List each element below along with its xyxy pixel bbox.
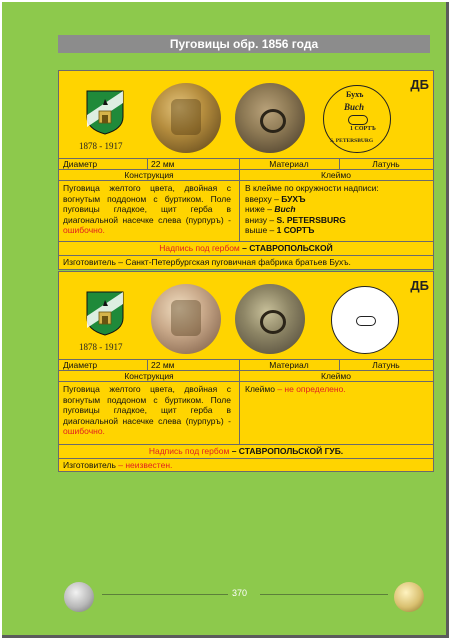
card-badge: ДБ	[410, 77, 429, 92]
divider	[239, 382, 240, 444]
stavropol-crest-icon	[85, 290, 125, 336]
stamp-drawing	[323, 85, 391, 153]
maker-text	[63, 256, 351, 269]
footer-right-medallion-icon	[394, 582, 424, 612]
maker-prefix: Изготовитель	[63, 460, 116, 470]
stamp-line-2-prefix: ниже –	[245, 204, 275, 214]
stamp-line-4-value: 1 СОРТЪ	[276, 225, 315, 235]
emblem-relief	[171, 300, 201, 336]
material-value: Латунь	[372, 360, 400, 370]
button-back-image	[235, 83, 305, 153]
inscription-value: – СТАВРОПОЛЬСКОЙ ГУБ.	[229, 446, 344, 456]
stamp-top-text: Бухъ	[346, 90, 364, 99]
divider	[239, 181, 240, 241]
inscription-text	[59, 242, 433, 255]
material-label: Материал	[269, 360, 309, 370]
maker-value: – неизвестен.	[115, 460, 173, 470]
stamp-description	[245, 183, 429, 236]
description-row	[59, 381, 433, 444]
header-row	[59, 370, 433, 381]
stamp-grade-text: 1 СОРТЪ	[350, 126, 376, 132]
stamp-line-1	[245, 194, 429, 205]
stamp-prefix: Клеймо	[245, 384, 275, 394]
inscription-text	[59, 445, 433, 458]
stamp-header: Клеймо	[321, 371, 351, 381]
description-error: ошибочно.	[63, 426, 105, 436]
stamp-line-4-prefix: выше –	[245, 225, 277, 235]
description-text	[63, 384, 231, 437]
stamp-bottom-text: S. PETERSBURG	[330, 138, 374, 144]
divider	[147, 159, 148, 169]
stamp-line-4	[245, 225, 429, 236]
stamp-drawing	[331, 286, 399, 354]
emblem-relief	[171, 99, 201, 135]
maker-text	[63, 459, 172, 471]
stavropol-crest-icon	[85, 89, 125, 135]
page	[2, 2, 449, 638]
diameter-label: Диаметр	[63, 360, 98, 370]
description-error: ошибочно.	[63, 225, 105, 235]
stamp-description	[245, 384, 429, 395]
button-shank	[260, 109, 286, 133]
diameter-value: 22 мм	[151, 159, 175, 169]
material-label: Материал	[269, 159, 309, 169]
inscription-row	[59, 444, 433, 458]
maker-prefix: Изготовитель	[63, 257, 116, 267]
diameter-label: Диаметр	[63, 159, 98, 169]
maker-row	[59, 458, 433, 471]
maker-row	[59, 255, 433, 269]
description-text	[63, 183, 231, 236]
description-row	[59, 180, 433, 241]
button-card-1	[58, 70, 434, 270]
stamp-line-2-value: Buch	[274, 204, 296, 214]
stamp-header: Клеймо	[321, 170, 351, 180]
spec-row	[59, 158, 433, 169]
description-main: Пуговица желтого цвета, двойная с вогнутым поддоном с буртиком. Поле пуговицы гладкое, щит герба в диагональной насечке слева (пурпуръ) -	[63, 183, 231, 225]
footer-divider-right	[260, 594, 388, 595]
stamp-value: – не определено.	[274, 384, 346, 394]
header-row	[59, 169, 433, 180]
button-card-2	[58, 271, 434, 472]
stamp-line-3-prefix: внизу –	[245, 214, 277, 225]
page-number: 370	[232, 588, 248, 598]
construction-header: Конструкция	[124, 170, 174, 180]
stamp-line-1-value: БУХЪ	[281, 193, 306, 204]
card-badge: ДБ	[410, 278, 429, 293]
stamp-slot	[356, 316, 376, 326]
stamp-line-3-value: S. PETERSBURG	[276, 214, 346, 225]
divider	[147, 360, 148, 370]
stamp-line-3	[245, 215, 429, 226]
inscription-prefix: Надпись под гербом	[159, 243, 240, 253]
button-front-image	[151, 284, 221, 354]
stamp-line-2	[245, 204, 429, 215]
maker-value: – Санкт-Петербургская пуговичная фабрика братьев Бухъ.	[115, 257, 351, 267]
button-front-image	[151, 83, 221, 153]
inscription-prefix: Надпись под гербом	[148, 446, 230, 456]
description-main: Пуговица желтого цвета, двойная с вогнутым поддоном с буртиком. Поле пуговицы гладкое, щит герба в диагональной насечке слева (пурпуръ) -	[63, 384, 231, 426]
footer-left-medallion-icon	[64, 582, 94, 612]
stamp-script-text: Buch	[344, 102, 365, 112]
construction-header: Конструкция	[124, 371, 174, 381]
spec-row	[59, 359, 433, 370]
diameter-value: 22 мм	[151, 360, 175, 370]
inscription-row	[59, 241, 433, 255]
stamp-line-1-prefix: вверху –	[245, 193, 282, 204]
years-label: 1878 - 1917	[79, 342, 123, 352]
stamp-slot	[348, 115, 368, 125]
button-back-image	[235, 284, 305, 354]
stamp-intro: В клейме по окружности надписи:	[245, 183, 379, 193]
inscription-value: – СТАВРОПОЛЬСКОЙ	[242, 243, 333, 253]
footer-divider-left	[102, 594, 228, 595]
material-value: Латунь	[372, 159, 400, 169]
years-label: 1878 - 1917	[79, 141, 123, 151]
page-title: Пуговицы обр. 1856 года	[58, 35, 430, 53]
button-shank	[260, 310, 286, 334]
